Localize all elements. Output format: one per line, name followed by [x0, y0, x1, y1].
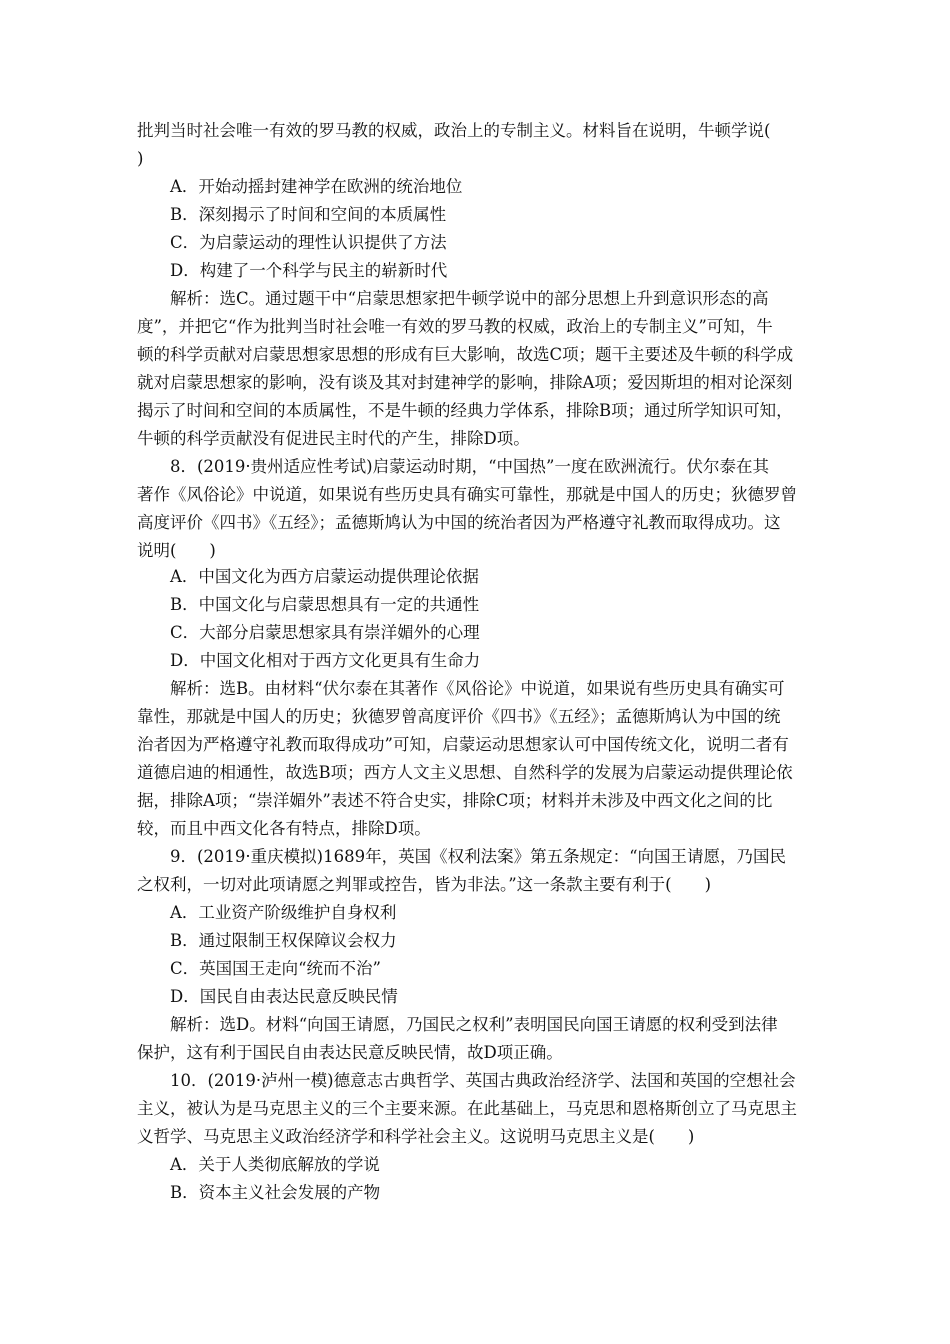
- q8-option-b: B．中国文化与启蒙思想具有一定的共通性: [170, 595, 480, 614]
- q8-stem-line: 8．(2019·贵州适应性考试)启蒙运动时期，“中国热”一度在欧洲流行。伏尔泰在其: [170, 457, 769, 476]
- q10-stem-line: 10．(2019·泸州一模)德意志古典哲学、英国古典政治经济学、法国和英国的空想社会: [170, 1071, 796, 1090]
- q7-option-c: C．为启蒙运动的理性认识提供了方法: [170, 233, 447, 252]
- q7-analysis-line: 解析：选C。通过题干中“启蒙思想家把牛顿学说中的部分思想上升到意识形态的高: [170, 289, 769, 308]
- q9-option-d: D．国民自由表达民意反映民情: [170, 987, 398, 1006]
- q8-option-a: A．中国文化为西方启蒙运动提供理论依据: [170, 567, 479, 586]
- q8-option-c: C．大部分启蒙思想家具有崇洋媚外的心理: [170, 623, 480, 642]
- q9-option-b: B．通过限制王权保障议会权力: [170, 931, 397, 950]
- q7-analysis-line: 度”，并把它“作为批判当时社会唯一有效的罗马教的权威，政治上的专制主义”可知，牛: [137, 317, 773, 336]
- q7-stem-line: ): [137, 149, 144, 168]
- q8-analysis-line: 解析：选B。由材料“伏尔泰在其著作《风俗论》中说道，如果说有些历史具有确实可: [170, 679, 785, 698]
- q10-option-b: B．资本主义社会发展的产物: [170, 1183, 381, 1202]
- q9-analysis-line: 解析：选D。材料“向国王请愿，乃国民之权利”表明国民向国王请愿的权利受到法律: [170, 1015, 778, 1034]
- q7-option-a: A．开始动摇封建神学在欧洲的统治地位: [170, 177, 463, 196]
- q8-analysis-line: 据，排除A项；“崇洋媚外”表述不符合史实，排除C项；材料并未涉及中西文化之间的比: [137, 791, 773, 810]
- q7-option-b: B．深刻揭示了时间和空间的本质属性: [170, 205, 447, 224]
- q9-option-c: C．英国国王走向“统而不治”: [170, 959, 381, 978]
- q8-analysis-line: 较，而且中西文化各有特点，排除D项。: [137, 819, 431, 838]
- q7-analysis-line: 揭示了时间和空间的本质属性，不是牛顿的经典力学体系，排除B项；通过所学知识可知，: [137, 401, 793, 420]
- q8-stem-line: 说明( ): [137, 541, 216, 560]
- q7-analysis-line: 顿的科学贡献对启蒙思想家思想的形成有巨大影响，故选C项；题干主要述及牛顿的科学成: [137, 345, 794, 364]
- q10-stem-line: 义哲学、马克思主义政治经济学和科学社会主义。这说明马克思主义是( ): [137, 1127, 695, 1146]
- q8-analysis-line: 道德启迪的相通性，故选B项；西方人文主义思想、自然科学的发展为启蒙运动提供理论依: [137, 763, 793, 782]
- q8-stem-line: 高度评价《四书》《五经》；孟德斯鸠认为中国的统治者因为严格遵守礼教而取得成功。这: [137, 513, 781, 532]
- q8-option-d: D．中国文化相对于西方文化更具有生命力: [170, 651, 481, 670]
- q8-stem-line: 著作《风俗论》中说道，如果说有些历史具有确实可靠性，那就是中国人的历史；狄德罗曾: [137, 485, 797, 504]
- q7-analysis-line: 牛顿的科学贡献没有促进民主时代的产生，排除D项。: [137, 429, 530, 448]
- q8-analysis-line: 治者因为严格遵守礼教而取得成功”可知，启蒙运动思想家认可中国传统文化，说明二者有: [137, 735, 789, 754]
- q7-analysis-line: 就对启蒙思想家的影响，没有谈及其对封建神学的影响，排除A项；爱因斯坦的相对论深刻: [137, 373, 793, 392]
- q9-option-a: A．工业资产阶级维护自身权利: [170, 903, 397, 922]
- q9-stem-line: 之权利，一切对此项请愿之判罪或控告，皆为非法。”这一条款主要有利于( ): [137, 875, 712, 894]
- q10-option-a: A．关于人类彻底解放的学说: [170, 1155, 380, 1174]
- q7-stem-line: 批判当时社会唯一有效的罗马教的权威，政治上的专制主义。材料旨在说明，牛顿学说(: [137, 121, 771, 140]
- q9-analysis-line: 保护，这有利于国民自由表达民意反映民情，故D项正确。: [137, 1043, 563, 1062]
- q9-stem-line: 9．(2019·重庆模拟)1689年，英国《权利法案》第五条规定：“向国王请愿，乃国民: [170, 847, 787, 866]
- q7-option-d: D．构建了一个科学与民主的崭新时代: [170, 261, 448, 280]
- q10-stem-line: 主义，被认为是马克思主义的三个主要来源。在此基础上，马克思和恩格斯创立了马克思主: [137, 1099, 797, 1118]
- q8-analysis-line: 靠性，那就是中国人的历史；狄德罗曾高度评价《四书》《五经》；孟德斯鸠认为中国的统: [137, 707, 781, 726]
